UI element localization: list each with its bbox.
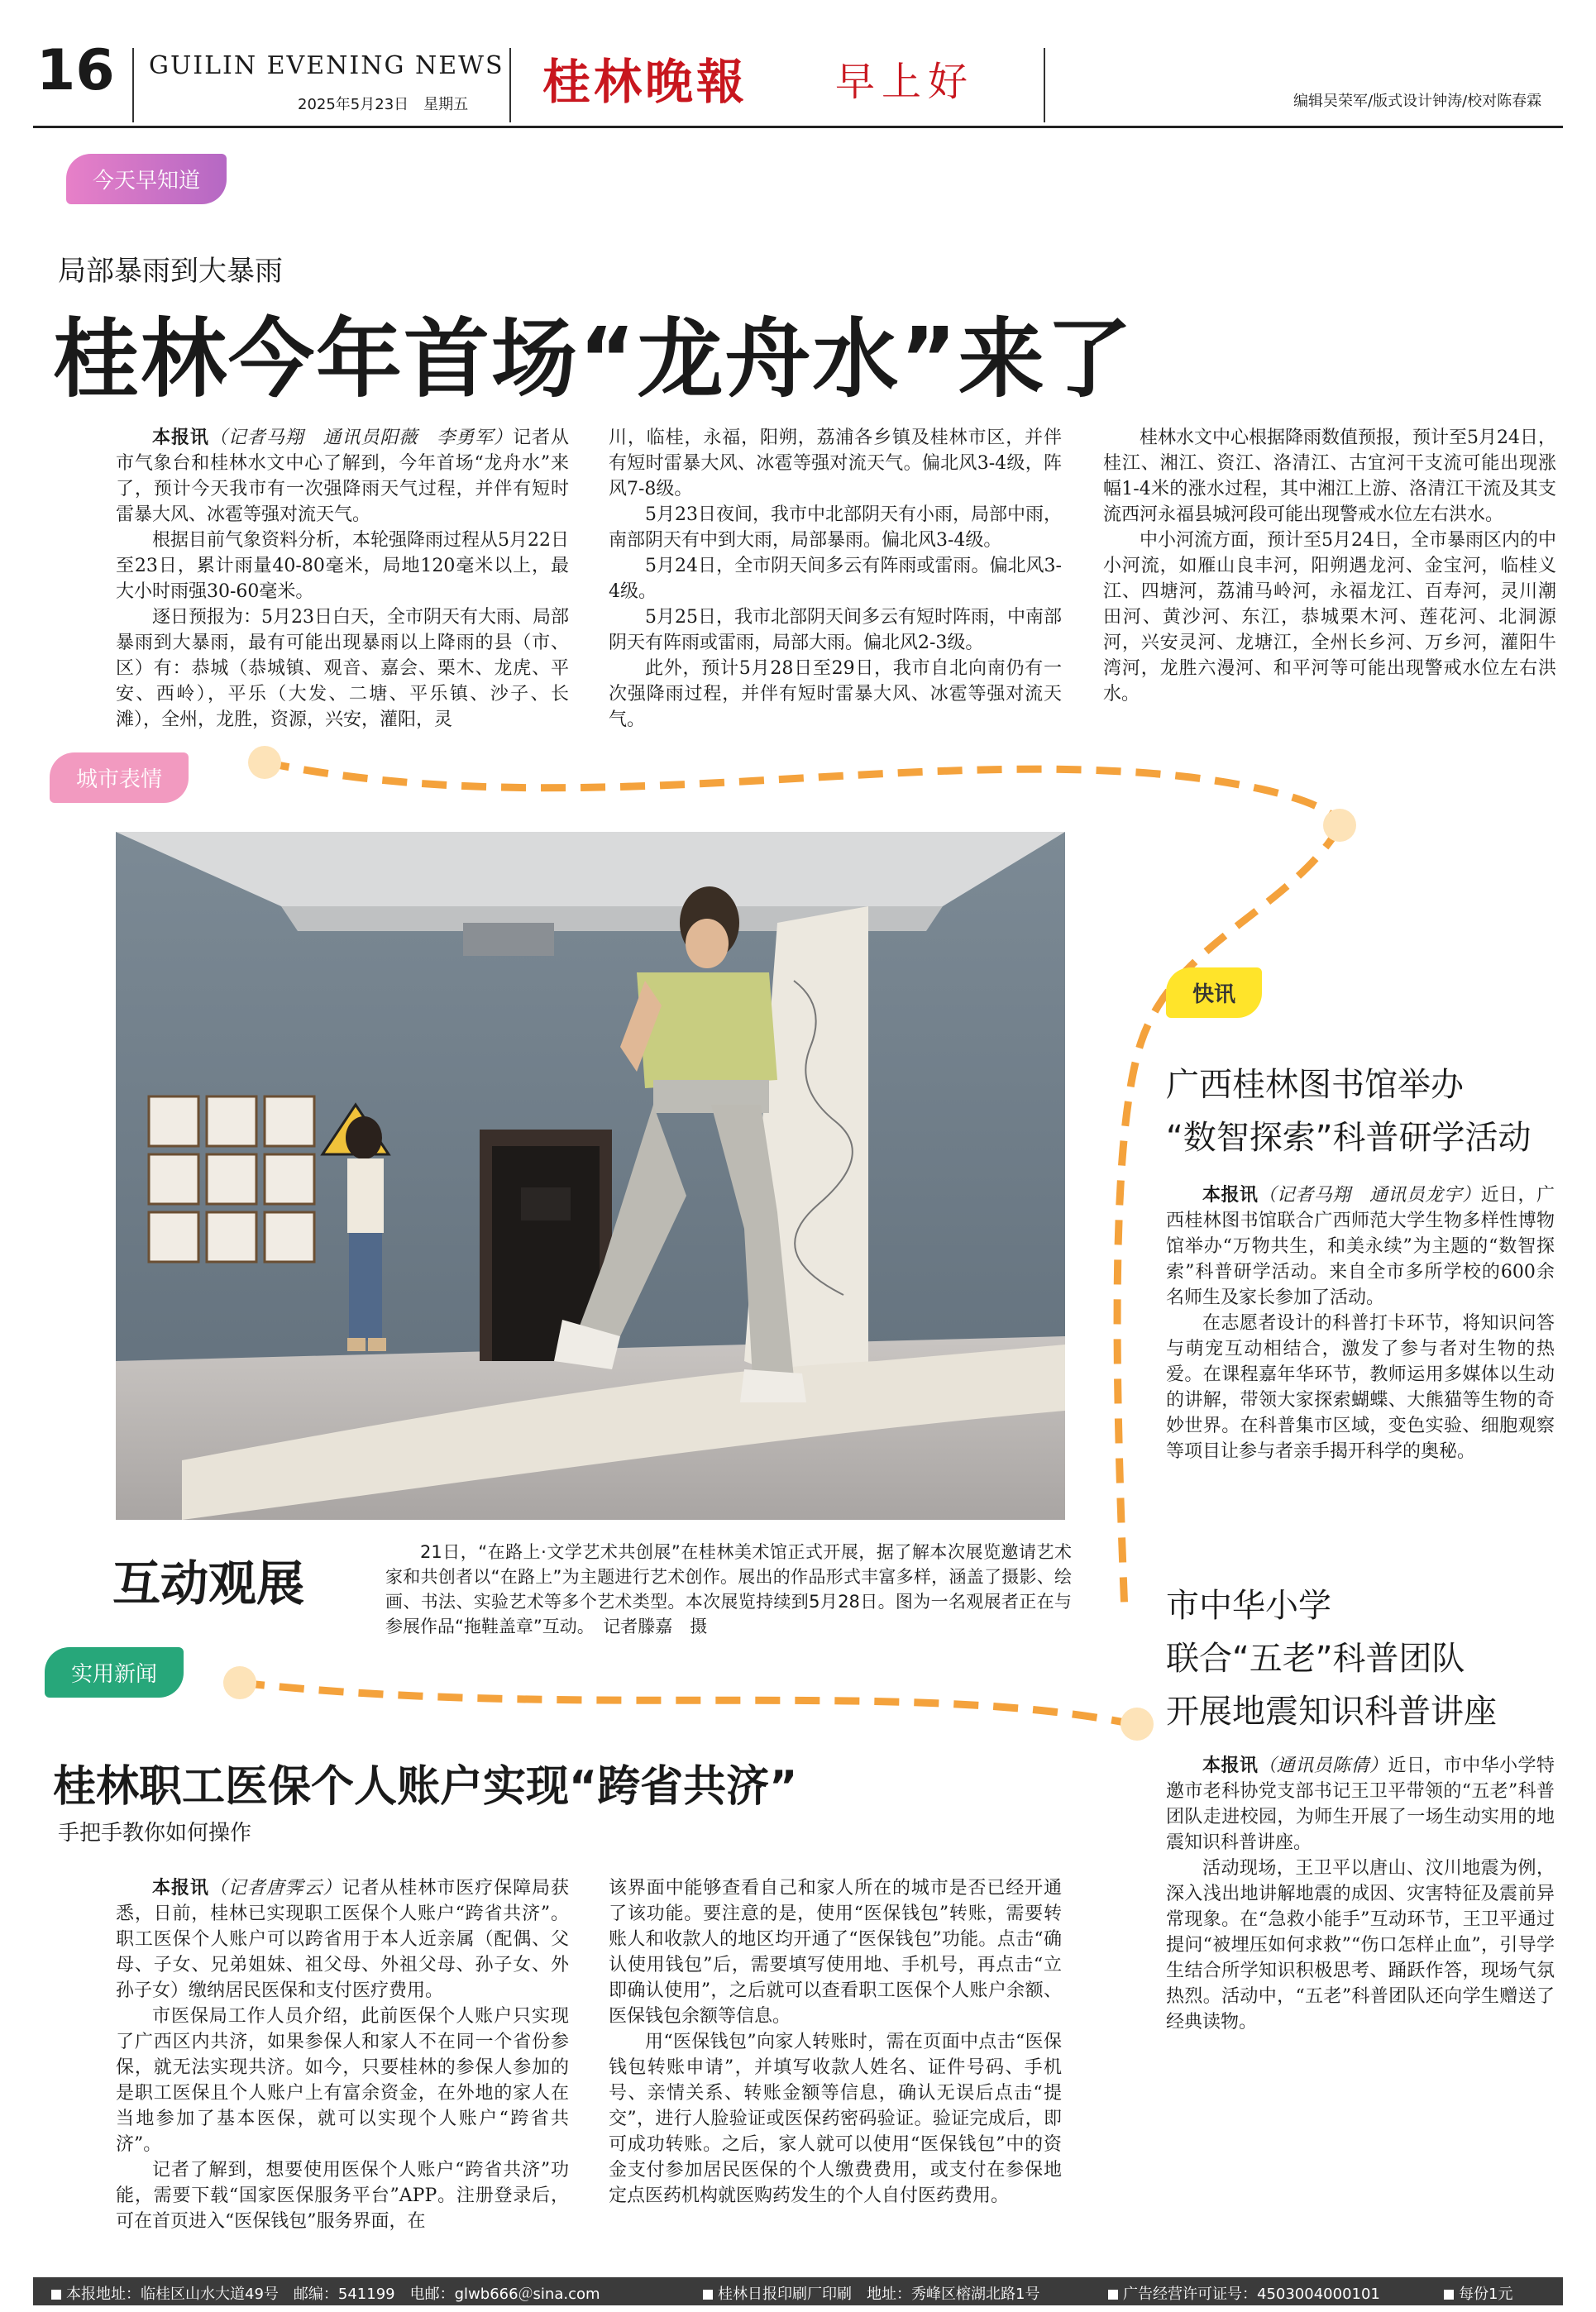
school-paragraph: 近日，市中华小学特邀市老科协党支部书记王卫平带领的“五老”科普团队走进校园，为师生开展了一场生动实用的地震知识科普讲座。 [1166, 1755, 1555, 1853]
insurance-paragraph: 记者了解到，想要使用医保个人账户“跨省共济”功能，需要下载“国家医保服务平台”APP。注册登录后，可在首页进入“医保钱包”服务界面，在 [116, 2160, 569, 2232]
lead-paragraph: 根据目前气象资料分析，本轮强降雨过程从5月22日至23日，累计雨量40-80毫米，局地120毫米以上，最大小时雨强30-60毫米。 [116, 530, 569, 602]
lead-paragraph: 5月24日，全市阴天间多云有阵雨或雷雨。偏北风3-4级。 [609, 556, 1062, 602]
lead-column-2 [609, 425, 1062, 733]
lead-paragraph: 逐日预报为：5月23日白天，全市阴天有大雨、局部暴雨到大暴雨，最有可能出现暴雨以上降雨的县（市、区）有：恭城（恭城镇、观音、嘉会、栗木、龙虎、平安、西岭），平乐（大发、二塘、平乐镇、沙子、长滩），全州，龙胜，资源，兴安，灌阳，灵 [116, 607, 569, 730]
source-note: （记者马翔 通讯员龙宇） [1258, 1185, 1481, 1206]
source-label: 本报讯 [152, 428, 209, 448]
lead-paragraph: 桂林水文中心根据降雨数值预报，预计至5月24日，桂江、湘江、资江、洛清江、古宜河干支流可能出现涨幅1-4米的涨水过程，其中湘江上游、洛清江干流及其支流西河永福县城河段可能出现警戒水位左右洪水。 [1103, 428, 1556, 525]
square-bullet-icon [703, 2290, 713, 2300]
photo-illustration [116, 832, 1065, 1520]
lead-paragraph: 中小河流方面，预计至5月24日，全市暴雨区内的中小河流，如雁山良丰河，阳朔遇龙河、金宝河，临桂义江、四塘河，荔浦马岭河，永福龙江、百寿河，灵川潮田河、黄沙河、东江，恭城栗木河、莲花河、北洞源河，兴安灵河、龙塘江，全州长乡河、万乡河，灌阳牛湾河，龙胜六漫河、和平河等可能出现警戒水位左右洪水。 [1103, 530, 1556, 705]
photo-caption-title: 互动观展 [112, 1555, 305, 1612]
english-masthead: GUILIN EVENING NEWS [149, 51, 504, 80]
photo-caption: 21日，“在路上·文学艺术共创展”在桂林美术馆正式开展，据了解本次展览邀请艺术家和共创者以“在路上”为主题进行艺术创作。展出的作品形式丰富多样，涵盖了摄影、绘画、书法、实验艺术等多个艺术类型。本次展览持续到5月28日。图为一名观展者正在与参展作品“拖鞋盖章”互动。 记者滕嘉 摄 [385, 1542, 1072, 1636]
insurance-column-1 [116, 1875, 569, 2234]
section-tag-brief: 快讯 [1166, 967, 1262, 1018]
masthead-slogan: 早上好 [835, 59, 975, 105]
editor-credits: 编辑吴荣军/版式设计钟涛/校对陈春霖 [1293, 93, 1542, 110]
library-headline [1166, 1058, 1531, 1164]
square-bullet-icon [1108, 2290, 1118, 2300]
route-dot [1323, 809, 1356, 842]
page-number: 16 [36, 38, 115, 103]
insurance-column-2 [609, 1875, 1062, 2209]
source-note: （通讯员陈倩） [1258, 1755, 1388, 1776]
lead-paragraph: 5月25日，我市北部阴天间多云有短时阵雨，中南部阴天有阵雨或雷雨，局部大雨。偏北风2-3级。 [609, 607, 1062, 653]
lead-subtitle: 局部暴雨到大暴雨 [58, 255, 283, 288]
insurance-paragraph: 市医保局工作人员介绍，此前医保个人账户只实现了广西区内共济，如果参保人和家人不在同一个省份参保，就无法实现共济。如今，只要桂林的参保人参加的是职工医保且个人账户上有富余资金，在外地的家人在当地参加了基本医保，就可以实现个人账户“跨省共济”。 [116, 2006, 569, 2155]
lead-headline: 桂林今年首场“龙舟水”来了 [53, 308, 1134, 409]
library-headline-line2: “数智探索”科普研学活动 [1166, 1119, 1531, 1157]
section-tag-today: 今天早知道 [66, 154, 227, 204]
footer-license: 广告经营许可证号：4503004000101 [1108, 2282, 1380, 2304]
footer-printer: 桂林日报印刷厂印刷 地址：秀峰区榕湖北路1号 [703, 2282, 1039, 2304]
issue-date: 2025年5月23日 星期五 [298, 96, 469, 113]
square-bullet-icon [1444, 2290, 1454, 2300]
library-headline-line1: 广西桂林图书馆举办 [1166, 1066, 1464, 1104]
section-tag-practical: 实用新闻 [45, 1647, 184, 1698]
dash-line-upper [265, 762, 1340, 827]
school-paragraph: 活动现场，王卫平以唐山、汶川地震为例，深入浅出地讲解地震的成因、灾害特征及震前异常现象。在“急救小能手”互动环节，王卫平通过提问“被埋压如何求救”“伤口怎样止血”，引导学生结合所学知识积极思考、踊跃作答，现场气氛热烈。活动中，“五老”科普团队还向学生赠送了经典读物。 [1166, 1858, 1555, 2033]
school-headline-line2: 联合“五老”科普团队 [1166, 1640, 1465, 1678]
school-headline-line3: 开展地震知识科普讲座 [1166, 1693, 1497, 1731]
library-paragraph: 近日，广西桂林图书馆联合广西师范大学生物多样性博物馆举办“万物共生，和美永续”为主题的“数智探索”科普研学活动。来自全市多所学校的600余名师生及家长参加了活动。 [1166, 1185, 1555, 1308]
insurance-paragraph: 用“医保钱包”向家人转账时，需在页面中点击“医保钱包转账申请”，并填写收款人姓名、证件号码、手机号、亲情关系、转账金额等信息，确认无误后点击“提交”，进行人脸验证或医保药密码验证。验证完成后，即可成功转账。之后，家人就可以使用“医保钱包”中的资金支付参加居民医保的个人缴费费用，或支付在参保地定点医药机构就医购药发生的个人自付医药费用。 [609, 2032, 1062, 2206]
source-note: （记者马翔 通讯员阳薇 李勇军） [208, 428, 514, 448]
source-label: 本报讯 [1202, 1755, 1259, 1776]
lead-paragraph: 此外，预计5月28日至29日，我市自北向南仍有一次强降雨过程，并伴有短时雷暴大风、冰雹等强对流天气。 [609, 658, 1062, 730]
insurance-paragraph: 记者从桂林市医疗保障局获悉，日前，桂林已实现职工医保个人账户“跨省共济”。职工医保个人账户可以跨省用于本人近亲属（配偶、父母、子女、兄弟姐妹、祖父母、外祖父母、孙子女、外孙子女）缴纳居民医保和支付医疗费用。 [116, 1878, 569, 2001]
route-dot [248, 746, 281, 779]
lead-paragraph: 5月23日夜间，我市中北部阴天有小雨，局部中雨，南部阴天有中到大雨，局部暴雨。偏北风3-4级。 [609, 504, 1062, 551]
school-headline-line1: 市中华小学 [1166, 1587, 1331, 1625]
library-paragraph: 在志愿者设计的科普打卡环节，将知识问答与萌宠互动相结合，激发了参与者对生物的热爱。在课程嘉年华环节，教师运用多媒体以生动的讲解，带领大家探索蝴蝶、大熊猫等生物的奇妙世界。在科普集市区域，变色实验、细胞观察等项目让参与者亲手揭开科学的奥秘。 [1166, 1313, 1555, 1462]
dash-line-lower [240, 1683, 1133, 1724]
source-label: 本报讯 [1202, 1185, 1259, 1206]
source-label: 本报讯 [152, 1878, 209, 1899]
source-note: （记者唐霁云） [208, 1878, 342, 1899]
insurance-paragraph: 该界面中能够查看自己和家人所在的城市是否已经开通了该功能。要注意的是，使用“医保钱包”转账，需要转账人和收款人的地区均开通了“医保钱包”功能。点击“确认使用钱包”后，需要填写使用地、手机号，再点击“立即确认使用”，之后就可以查看职工医保个人账户余额、医保钱包余额等信息。 [609, 1878, 1062, 2027]
lead-column-3 [1103, 425, 1556, 707]
lead-column-1 [116, 425, 569, 733]
section-tag-city: 城市表情 [50, 752, 189, 803]
route-dot [1121, 1708, 1154, 1741]
lead-paragraph: 记者从市气象台和桂林水文中心了解到，今年首场“龙舟水”来了，预计今天我市有一次强降雨天气过程，并伴有短时雷暴大风、冰雹等强对流天气。 [116, 428, 569, 525]
school-headline [1166, 1579, 1497, 1738]
exhibition-photo [116, 832, 1065, 1520]
footer-bar [33, 2277, 1563, 2305]
square-bullet-icon [51, 2290, 61, 2300]
insurance-headline: 桂林职工医保个人账户实现“跨省共济” [53, 1762, 798, 1812]
lead-paragraph: 川，临桂，永福，阳朔，荔浦各乡镇及桂林市区，并伴有短时雷暴大风、冰雹等强对流天气。偏北风3-4级，阵风7-8级。 [609, 428, 1062, 499]
route-dot [223, 1666, 256, 1699]
chinese-masthead-logo: 桂林晚報 [542, 54, 748, 110]
library-article [1166, 1182, 1555, 1464]
school-article [1166, 1753, 1555, 2035]
footer-address: 本报地址：临桂区山水大道49号 邮编：541199 电邮：glwb666＠sina.com [51, 2282, 600, 2304]
footer-price: 每份1元 [1444, 2282, 1512, 2304]
insurance-subtitle: 手把手教你如何操作 [58, 1821, 252, 1846]
